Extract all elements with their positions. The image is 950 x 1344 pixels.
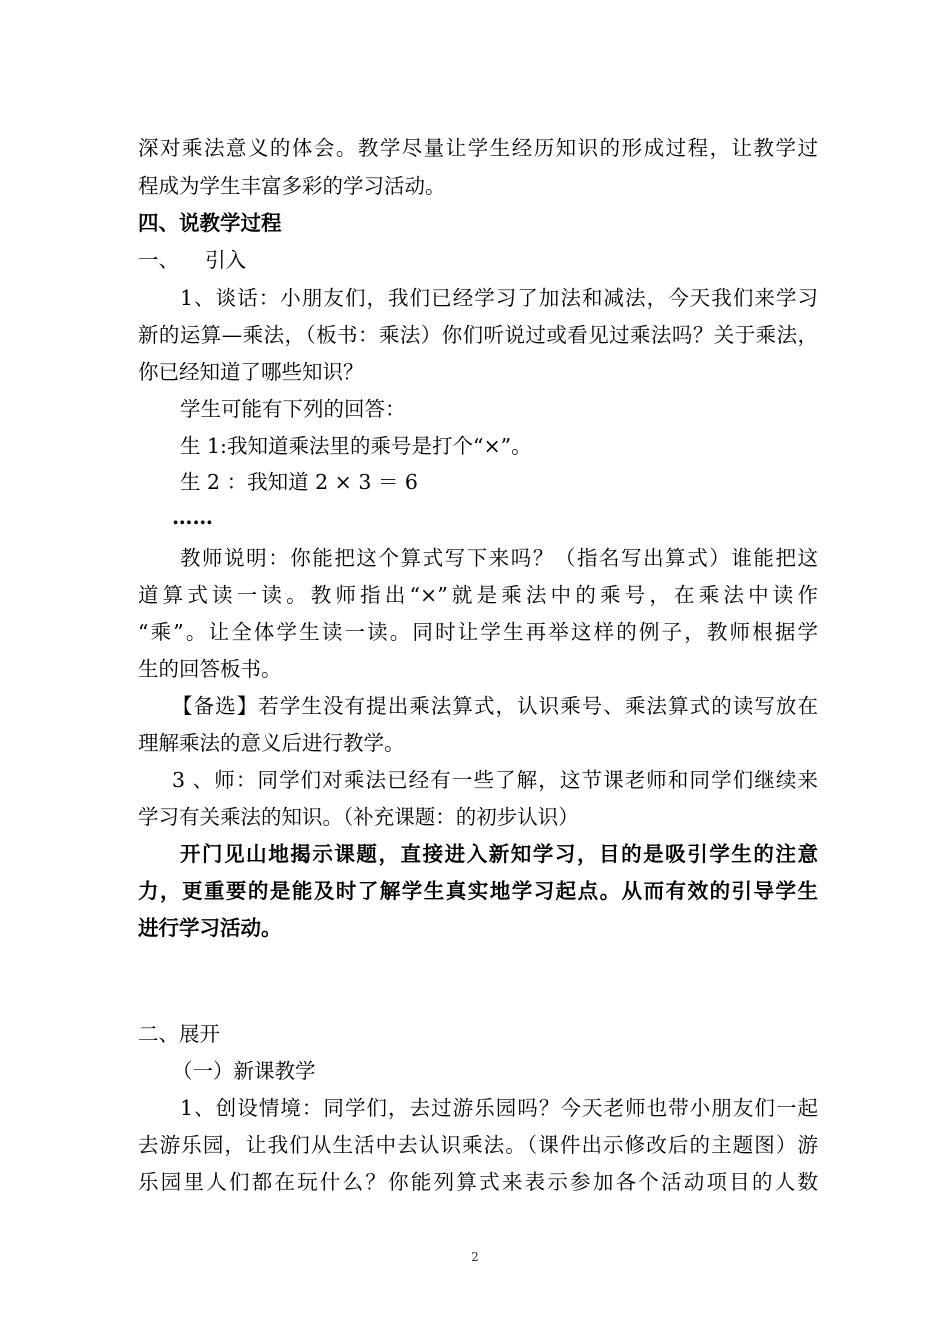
text-line: “乘”。让全体学生读一读。同时让学生再举这样的例子，教师根据学 (138, 620, 818, 644)
text-line: 1、谈话：小朋友们，我们已经学习了加法和减法，今天我们来学习 (180, 286, 818, 310)
section-heading: 四、说教学过程 (138, 211, 282, 235)
subsection-heading: （一）新课教学 (172, 1059, 316, 1083)
bold-text-line: 开门见山地揭示课题，直接进入新知学习，目的是吸引学生的注意 (180, 842, 818, 866)
subsection-heading: 一、 引入 (138, 248, 247, 272)
text-line: 3 、师：同学们对乘法已经有一些了解，这节课老师和同学们继续来 (172, 768, 818, 792)
text-line: 你已经知道了哪些知识？ (138, 360, 364, 384)
text-line: 道算式读一读。教师指出“×”就是乘法中的乘号，在乘法中读作 (138, 583, 818, 607)
text-line: 理解乘法的意义后进行教学。 (138, 731, 405, 755)
text-line: 学生可能有下列的回答： (180, 397, 406, 421)
text-line: 【备选】若学生没有提出乘法算式，认识乘号、乘法算式的读写放在 (172, 694, 818, 718)
text-line: 去游乐园，让我们从生活中去认识乘法。（课件出示修改后的主题图）游 (138, 1133, 818, 1157)
text-line: 深对乘法意义的体会。教学尽量让学生经历知识的形成过程，让教学过 (138, 136, 818, 160)
text-line: 生的回答板书。 (138, 657, 282, 681)
bold-text-line: 力，更重要的是能及时了解学生真实地学习起点。从而有效的引导学生 (138, 879, 818, 903)
text-line: 1、创设情境：同学们，去过游乐园吗？今天老师也带小朋友们一起 (180, 1096, 818, 1120)
text-line: 学习有关乘法的知识。（补充课题：的初步认识） (138, 805, 579, 829)
ellipsis: …… (172, 505, 213, 529)
text-line: 生 2 ：我知道 2 × 3 ＝ 6 (180, 470, 418, 494)
text-line: 生 1:我知道乘法里的乘号是打个“×”。 (180, 434, 532, 458)
text-line: 教师说明：你能把这个算式写下来吗？（指名写出算式）谁能把这 (180, 546, 818, 570)
text-line: 程成为学生丰富多彩的学习活动。 (138, 174, 446, 198)
text-line: 新的运算—乘法，（板书：乘法）你们听说过或看见过乘法吗？关于乘法， (138, 323, 818, 347)
page-number: 2 (471, 1250, 479, 1264)
bold-text-line: 进行学习活动。 (138, 916, 282, 940)
text-line: 乐园里人们都在玩什么？你能列算式来表示参加各个活动项目的人数 (138, 1170, 818, 1194)
subsection-heading: 二、展开 (138, 1022, 220, 1046)
